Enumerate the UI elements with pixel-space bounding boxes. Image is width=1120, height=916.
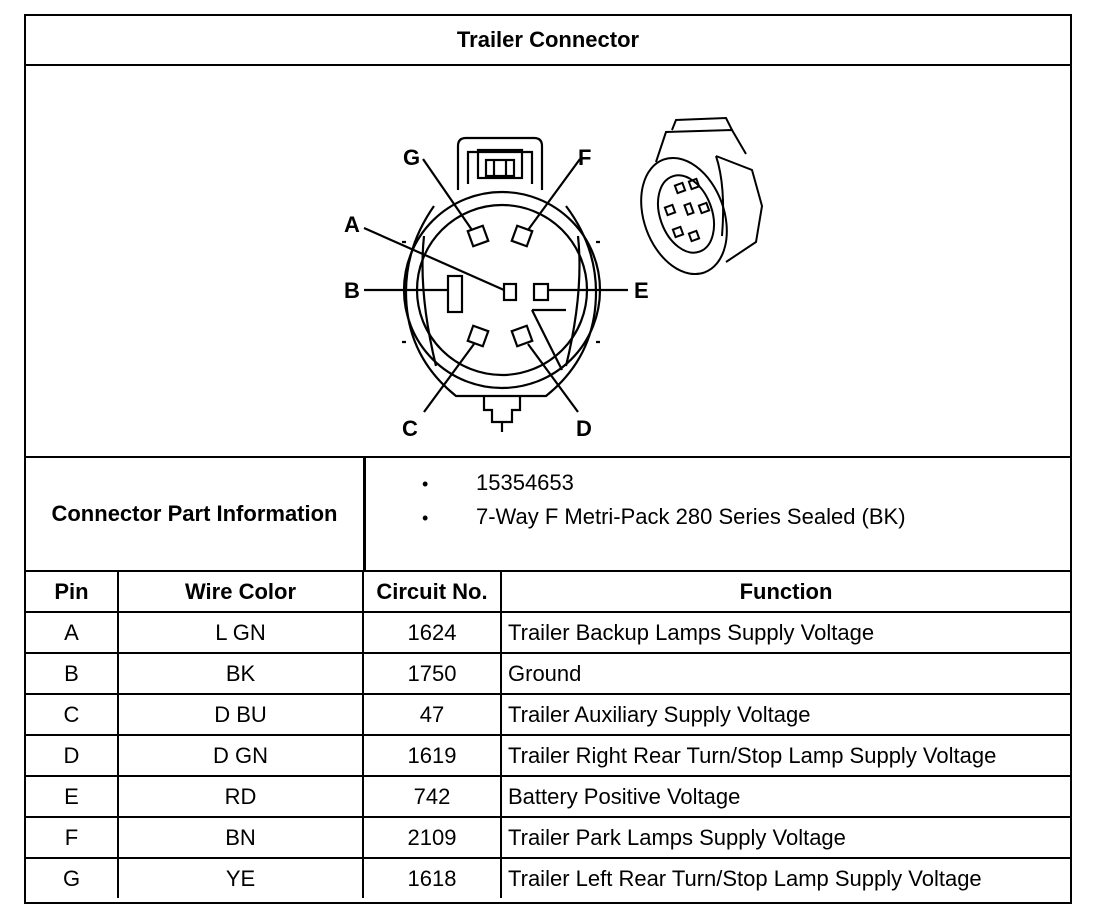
function-cell: Trailer Auxiliary Supply Voltage — [501, 694, 1070, 735]
pin-label-d: D — [576, 416, 592, 441]
connector-part-info-row — [26, 456, 1070, 572]
circuit-cell: 742 — [363, 776, 501, 817]
connector-face-svg — [26, 66, 1070, 456]
table-row — [26, 817, 1070, 858]
circuit-cell: 1624 — [363, 612, 501, 653]
bullet-icon: • — [422, 508, 429, 528]
wire-color-cell: BK — [118, 653, 363, 694]
part-description: 7-Way F Metri-Pack 280 Series Sealed (BK) — [476, 504, 906, 529]
header-wire-color: Wire Color — [118, 572, 363, 612]
header-pin: Pin — [26, 572, 118, 612]
table-header-row — [26, 572, 1070, 612]
table-row — [26, 612, 1070, 653]
table-row — [26, 776, 1070, 817]
part-info-list — [366, 458, 1070, 570]
part-info-label: Connector Part Information — [26, 458, 366, 570]
header-function: Function — [501, 572, 1070, 612]
function-cell: Ground — [501, 653, 1070, 694]
function-cell: Trailer Left Rear Turn/Stop Lamp Supply Voltage — [501, 858, 1070, 898]
header-circuit-no: Circuit No. — [363, 572, 501, 612]
pin-label-g: G — [403, 145, 421, 170]
function-cell: Trailer Park Lamps Supply Voltage — [501, 817, 1070, 858]
wire-color-cell: BN — [118, 817, 363, 858]
connector-iso-view — [626, 118, 762, 286]
pin-label-b: B — [344, 278, 360, 303]
pin-label-e: E — [634, 278, 649, 303]
pin-cell: B — [26, 653, 118, 694]
pin-label-c: C — [402, 416, 418, 441]
part-info-item — [422, 504, 906, 530]
wire-color-cell: D BU — [118, 694, 363, 735]
circuit-cell: 1618 — [363, 858, 501, 898]
wire-color-cell: L GN — [118, 612, 363, 653]
pin-cell: D — [26, 735, 118, 776]
pin-label-a: A — [344, 212, 360, 237]
circuit-cell: 47 — [363, 694, 501, 735]
wire-color-cell: RD — [118, 776, 363, 817]
connector-diagram — [26, 66, 1070, 456]
part-number: 15354653 — [476, 470, 574, 495]
wire-color-cell: D GN — [118, 735, 363, 776]
function-cell: Battery Positive Voltage — [501, 776, 1070, 817]
pin-cell: G — [26, 858, 118, 898]
table-row — [26, 653, 1070, 694]
table-row — [26, 694, 1070, 735]
pin-cell: F — [26, 817, 118, 858]
bullet-icon: • — [422, 474, 429, 494]
function-cell: Trailer Right Rear Turn/Stop Lamp Supply Voltage — [501, 735, 1070, 776]
pin-label-f: F — [578, 145, 592, 170]
pin-cell: E — [26, 776, 118, 817]
connector-sheet — [24, 14, 1072, 904]
wire-color-cell: YE — [118, 858, 363, 898]
part-info-item — [422, 470, 574, 496]
pinout-table — [26, 572, 1070, 898]
circuit-cell: 1750 — [363, 653, 501, 694]
page-title: Trailer Connector — [26, 16, 1070, 66]
connector-face-view — [364, 138, 628, 432]
function-cell: Trailer Backup Lamps Supply Voltage — [501, 612, 1070, 653]
table-row — [26, 735, 1070, 776]
circuit-cell: 1619 — [363, 735, 501, 776]
pin-cell: C — [26, 694, 118, 735]
circuit-cell: 2109 — [363, 817, 501, 858]
pin-cell: A — [26, 612, 118, 653]
table-row — [26, 858, 1070, 898]
